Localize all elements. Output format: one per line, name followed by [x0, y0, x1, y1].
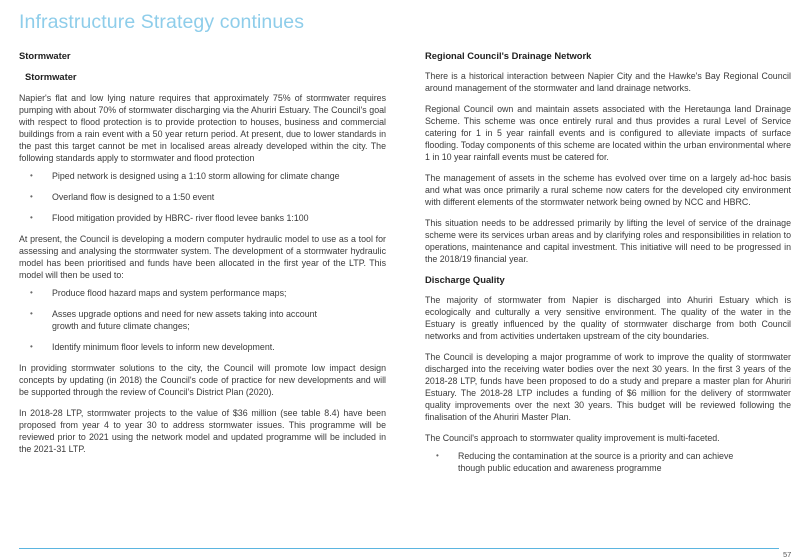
- standards-list: [19, 170, 386, 224]
- right-column: [425, 49, 791, 474]
- paragraph-historical-interaction: There is a historical interaction between Napier City and the Hawke's Bay Regional Council around management of the stormwater and land drainage networks.: [425, 71, 791, 93]
- sub-heading-stormwater: Stormwater: [25, 71, 77, 82]
- paragraph-low-impact-design: In providing stormwater solutions to the city, the Council will promote low impact design concepts by updating (in 2018) the Council's code of practice for new developments and will be supported through the review of Council's District Plan (2020).: [19, 363, 386, 397]
- paragraph-quality-programme: The Council is developing a major programme of work to improve the quality of stormwater discharged into the receiving water bodies over the next 30 years. In the first 3 years of the 2018-28 LTP, funds have been proposed to do a study and prepare a master plan for Ahuriri Estuary. The 2018-28 LTP includes a funding of $6 million for the delivery of stormwater quality improvements over the next 30 years. This budget will be reviewed following the finalisation of the Ahuriri Master Plan.: [425, 352, 791, 422]
- left-column: [19, 49, 386, 455]
- list-item: • Flood mitigation provided by HBRC- river flood levee banks 1:100: [19, 212, 386, 224]
- paragraph-hydraulic-model: At present, the Council is developing a modern computer hydraulic model to use as a tool for assessing and analysing the stormwater system. The development of a stormwater hydraulic model has been prioritised and funds have been allocated in the first year of the LTP. This model will then be used to:: [19, 234, 386, 280]
- list-item: • Piped network is designed using a 1:10 storm allowing for climate change: [19, 170, 386, 182]
- paragraph-ltp-projects: In 2018-28 LTP, stormwater projects to the value of $36 million (see table 8.4) have been proposed from year 4 to year 30 to address stormwater issues. This programme will be reviewed prior to 2021 using the network model and updated programme will be included in the 2021-31 LTP.: [19, 408, 386, 454]
- list-item: • Reducing the contamination at the source is a priority and can achieve though public education and awareness programme: [425, 450, 751, 474]
- paragraph-heretaunga-scheme: Regional Council own and maintain assets associated with the Heretaunga land Drainage Scheme. This scheme was once entirely rural and thus provides a rural Level of Service catering for 1 in 5 year rainfall events and is configured to alleviate impacts of surface flooding. Today components of this scheme are located within the urban environmental where 1 in 10 year rainfall events must be catered for.: [425, 104, 791, 162]
- approach-list: [425, 450, 791, 474]
- paragraph-level-of-service: This situation needs to be addressed primarily by lifting the level of service of the drainage scheme were its services urban areas and by clarifying roles and responsibilities in relation to operations, maintenance and capital investment. This initiative will need to be progressed in the 2018/19 financial year.: [425, 218, 791, 264]
- paragraph-asset-management: The management of assets in the scheme has evolved over time on a largely ad-hoc basis and what was once primarily a rural scheme now caters for the developed city environment with different elements of the stormwater network being owned by NCC and HBRC.: [425, 173, 791, 207]
- model-uses-list: [19, 287, 386, 353]
- footer-rule: [19, 548, 779, 549]
- paragraph-approach: The Council's approach to stormwater quality improvement is multi-faceted.: [425, 433, 720, 443]
- page-title: Infrastructure Strategy continues: [19, 11, 305, 33]
- list-item: • Identify minimum floor levels to inform new development.: [19, 341, 338, 353]
- list-item: • Asses upgrade options and need for new assets taking into account growth and future climate changes;: [19, 308, 338, 332]
- list-item: • Produce flood hazard maps and system performance maps;: [19, 287, 338, 299]
- heading-discharge-quality: Discharge Quality: [425, 274, 505, 285]
- paragraph-ahuriri-estuary: The majority of stormwater from Napier is discharged into Ahuriri Estuary which is ecologically and culturally a very sensitive environment. The quality of the water in the Estuary is greatly influenced by the quality of stormwater discharge from both Council networks and from activities undertaken upstream of the city boundaries.: [425, 295, 791, 341]
- paragraph-flood-protection: Napier's flat and low lying nature requires that approximately 75% of stormwater requires pumping with about 70% of stormwater discharging via the Ahuriri Estuary. The Council's goal with respect to flood protection is to provide protection to houses, business and commercial buildings from a rain event with a 50 year return period. At present, due to lower standards in the past this target cannot be met in localised areas already developed within the city. The following standards apply to stormwater and flood protection: [19, 93, 386, 163]
- heading-regional-drainage: Regional Council's Drainage Network: [425, 50, 592, 61]
- page-number: 57: [783, 550, 792, 559]
- section-heading-stormwater: Stormwater: [19, 50, 71, 61]
- list-item: • Overland flow is designed to a 1:50 event: [19, 191, 386, 203]
